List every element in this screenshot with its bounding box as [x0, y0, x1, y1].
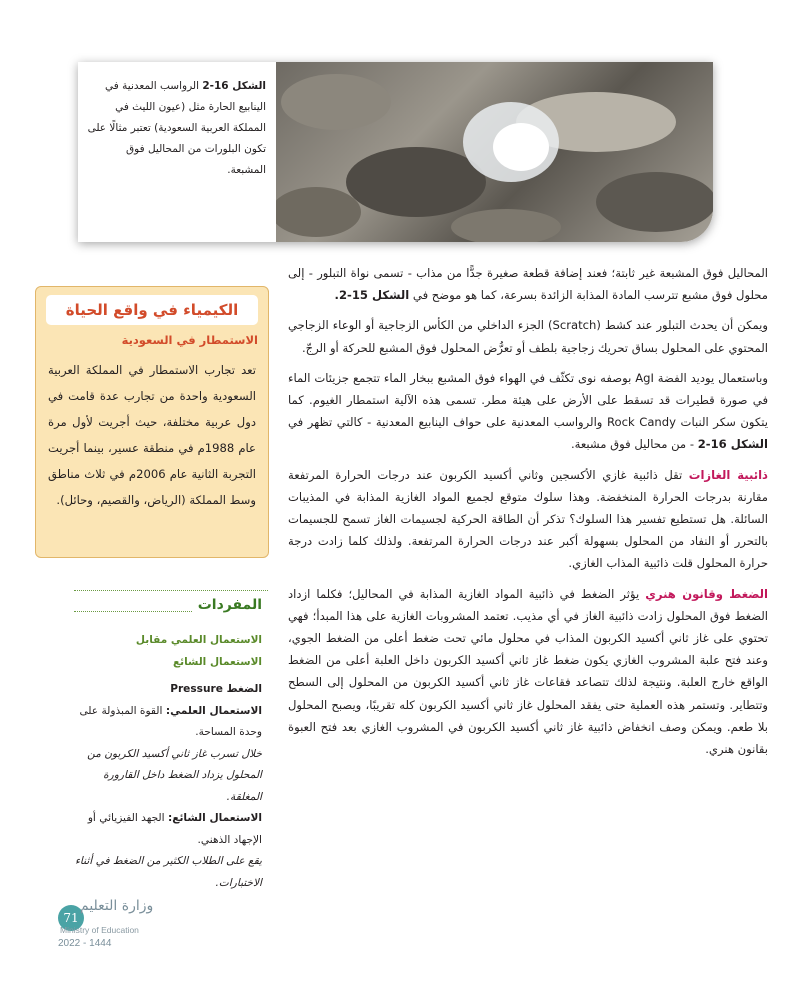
- figure-label: الشكل 16-2: [202, 80, 266, 92]
- hot-spring-photo: [276, 62, 713, 242]
- vocabulary-body: [74, 679, 262, 894]
- ministry-logo-text-en: Ministry of Education: [60, 925, 139, 935]
- key-term: الضغط وقانون هنري: [645, 586, 769, 601]
- box-subtitle: الاستمطار في السعودية: [121, 333, 258, 347]
- paragraph-gas-solubility: [288, 464, 768, 575]
- paragraph-text: وباستعمال يوديد الفضة AgI بوصفه نوى تكثّف في الهواء فوق المشبع ببخار الماء تتجمع جزيئات الماء في صورة قطيرات قد تسقط على الأرض على هيئة مطر. تسمى هذه الآلية استمطار الغيوم. كما يتكون سكر النبات Rock Candy والرواسب المعدنية على حواف الينابيع المعدنية - كالتي تظهر في: [288, 370, 769, 430]
- vocabulary-subtitle: [136, 629, 262, 673]
- vocabulary-term: الضغط Pressure: [170, 683, 262, 695]
- scientific-use-label: الاستعمال العلمي:: [165, 704, 262, 717]
- edition-year: 2022 - 1444: [58, 938, 112, 949]
- figure-16-2: [78, 62, 713, 242]
- paragraph-henry-law: [288, 583, 768, 761]
- figure-caption-text: الرواسب المعدنية في الينابيع الحارة مثل (عيون الليث في المملكة العربية السعودية) تعتبر مثالًا على تكون البلورات من المحاليل فوق المشبعة.: [87, 80, 266, 176]
- vocabulary-title: المفردات: [197, 597, 262, 613]
- vocabulary-box: [74, 590, 268, 903]
- paragraph-cloud-seeding: [288, 367, 768, 456]
- rocks-illustration: [276, 62, 713, 242]
- figure-ref: الشكل 16-2: [697, 437, 768, 452]
- scientific-example: خلال تسرب غاز ثاني أكسيد الكربون من المحلول يزداد الضغط داخل القارورة المغلقة.: [87, 747, 262, 803]
- paragraph-text: - من محاليل فوق مشبعة.: [570, 437, 698, 452]
- paragraph-text: المحاليل فوق المشبعة غير ثابتة؛ فعند إضافة قطعة صغيرة جدًّا من مذاب - تسمى نواة التبلور - إلى محلول فوق مشبع تترسب المادة المذابة الزائدة بسرعة، كما هو موضح في: [288, 266, 768, 303]
- figure-ref: الشكل 15-2.: [334, 288, 410, 303]
- common-example: يقع على الطلاب الكثير من الضغط في أثناء الاختبارات.: [74, 855, 262, 889]
- main-text: [288, 262, 768, 768]
- scientific-use: [74, 701, 262, 744]
- box-title: الكيمياء في واقع الحياة: [46, 295, 258, 325]
- vocabulary-subtitle-line: الاستعمال العلمي مقابل: [135, 634, 262, 646]
- key-term: ذائبية الغازات: [688, 467, 768, 482]
- scientific-use-definition: القوة المبذولة على وحدة المساحة.: [79, 704, 262, 738]
- common-use-label: الاستعمال الشائع:: [167, 812, 262, 824]
- figure-caption: [86, 76, 266, 181]
- paragraph-text: يؤثر الضغط في ذائبية المواد الغازية المذابة في المحاليل؛ فكلما ازداد الضغط فوق المحلول زادت ذائبية الغاز في أي مذيب. تعتمد المشروبات الغازية على هذا المبدأ؛ فهي تحتوي على غاز ثاني أكسيد الكربون المذاب في محلول مائي تحت ضغط أعلى من الضغط الجوي، وعند فتح علبة المشروب الغازي يكون ضغط غاز ثاني أكسيد الكربون داخل العلبة أعلى من الضغط الواقع خارج العلبة. ونتيجة لذلك تتصاعد فقاعات غاز ثاني أكسيد الكربون من المحلول إلى السطح وتتطاير. وتستمر هذه العملية حتى يفقد المحلول غاز ثاني أكسيد الكربون كله تقريبًا، ويصبح المحلول بلا طعم. ويمكن وصف انخفاض ذائبية غاز ثاني أكسيد الكربون في المشروب الغازي بعد فتح العبوة بقانون هنري.: [288, 586, 768, 757]
- vocabulary-subtitle-line: الاستعمال الشائع: [173, 656, 262, 668]
- dotted-divider: [74, 611, 192, 612]
- paragraph-scratch: ويمكن أن يحدث التبلور عند كشط (Scratch) الجزء الداخلي من الكأس الزجاجية أو الوعاء الزجاجي المحتوي على المحلول بساق تحريك زجاجية بلطف أو تعرُّض المحلول فوق المشبع للحركة أو الرجّ.: [288, 318, 768, 355]
- paragraph-supersaturated: [288, 262, 768, 306]
- common-use: [74, 808, 262, 851]
- ministry-logo-text: وزارة التعليم: [80, 898, 154, 914]
- paragraph-text: تقل ذائبية غازي الأكسجين وثاني أكسيد الكربون عند درجات الحرارة المرتفعة مقارنة بدرجات الحرارة المنخفضة. وهذا سلوك متوقع لجميع المواد الغازية المذابة في المذيبات السائلة. هل تستطيع تفسير هذا السلوك؟ تذكر أن الطاقة الحركية لجسيمات الغاز تسمح للجسيمات بالتحرر أو النفاد من المحلول بسهولة أكبر عند درجات الحرارة المرتفعة. ولذلك كلما زادت درجة حرارة المحلول قلت ذائبية المذاب الغازي.: [288, 467, 768, 571]
- chemistry-in-life-box: [35, 286, 269, 558]
- page-number: 71: [58, 905, 84, 931]
- common-use-definition: الجهد الفيزيائي أو الإجهاد الذهني.: [87, 812, 262, 846]
- box-body: تعد تجارب الاستمطار في المملكة العربية السعودية واحدة من تجارب عدة قامت في دول عربية مختلفة، حيث أجريت لأول مرة عام 1988م في منطقة عسير، بينما أجريت التجربة الثانية عام 2006م في ثلاث مناطق وسط المملكة (الرياض، والقصيم، وحائل).: [48, 363, 256, 507]
